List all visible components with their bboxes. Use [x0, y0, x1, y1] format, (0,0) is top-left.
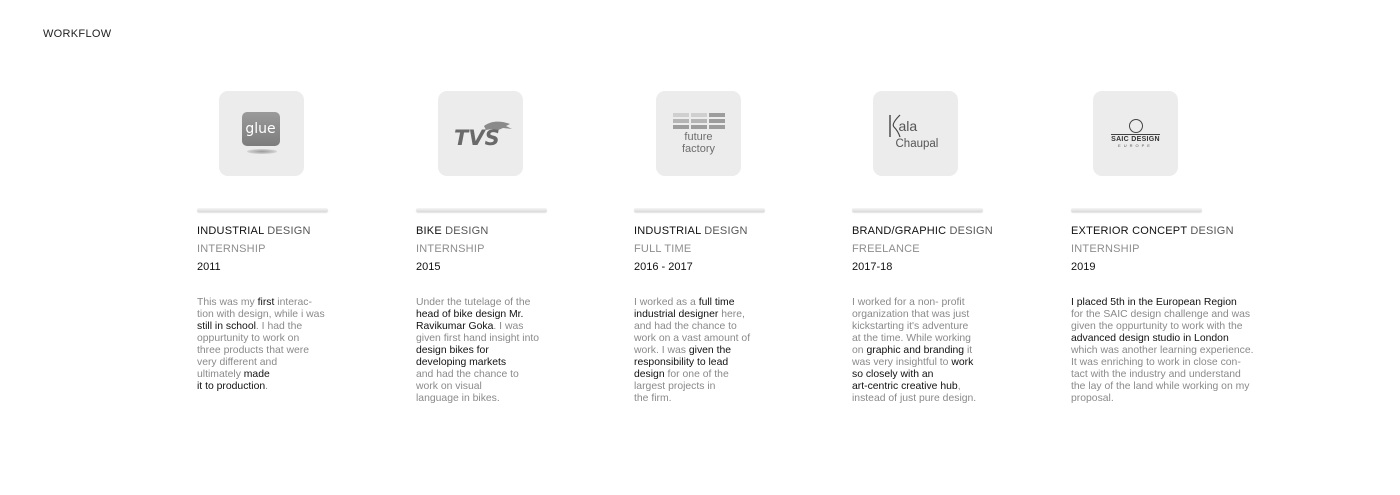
description-text: Under the tutelage of the	[416, 297, 531, 308]
description-line	[197, 321, 325, 333]
description-text: kickstarting it's adventure	[852, 321, 969, 332]
role-title	[416, 225, 489, 237]
tvs-logo-icon	[446, 118, 516, 150]
description-text: at the time. While working	[852, 333, 971, 344]
description-emphasis: graphic and branding	[866, 345, 965, 356]
year: 2016 - 2017	[634, 261, 693, 273]
description-line	[852, 345, 976, 357]
description-text: tion with design, while i was	[197, 309, 325, 320]
description-text: work on a vast amount of	[634, 333, 751, 344]
description-emphasis: developing markets	[416, 357, 507, 368]
description-line	[1071, 381, 1254, 393]
description-line	[1071, 333, 1254, 345]
logo-tile	[438, 91, 523, 176]
future-factory-logo-icon	[673, 113, 725, 155]
description-line	[634, 333, 750, 345]
description-line	[852, 333, 976, 345]
kala-logo-sub: Chaupal	[895, 137, 939, 150]
tvs-logo-text: TVS	[453, 125, 500, 150]
description	[634, 297, 750, 405]
description-line	[852, 297, 976, 309]
description-line	[852, 393, 976, 405]
description-line	[852, 309, 976, 321]
description-emphasis: work	[951, 357, 974, 368]
role-title-strong: INDUSTRIAL	[197, 225, 264, 237]
year: 2017-18	[852, 261, 893, 273]
description-line	[416, 333, 539, 345]
description-text: three products that were	[197, 345, 310, 356]
description-text: on	[852, 345, 867, 356]
description-emphasis: head of bike design Mr.	[416, 309, 524, 320]
employment-type: FULL TIME	[634, 243, 692, 255]
saic-emblem-icon	[1129, 119, 1143, 133]
description-text: This was my	[197, 297, 258, 308]
description-line	[634, 309, 750, 321]
role-title	[634, 225, 748, 237]
description-text: it	[964, 345, 973, 356]
description-line	[1071, 309, 1254, 321]
description-text: for the SAIC design challenge and was	[1071, 309, 1251, 320]
description-line	[634, 297, 750, 309]
description-text: I worked as a	[634, 297, 699, 308]
year: 2019	[1071, 261, 1096, 273]
description-emphasis: industrial designer	[634, 309, 719, 320]
description-line	[1071, 345, 1254, 357]
logo-tile	[656, 91, 741, 176]
description-line	[1071, 357, 1254, 369]
description-text: I worked for a non- profit	[852, 297, 965, 308]
description-line	[416, 345, 539, 357]
year: 2015	[416, 261, 441, 273]
description-line	[416, 321, 539, 333]
future-factory-line2: factory	[681, 142, 715, 155]
role-title	[197, 225, 311, 237]
description-line	[634, 381, 750, 393]
description-line	[416, 393, 539, 405]
description-text: work on visual	[416, 381, 482, 392]
divider	[1071, 208, 1202, 212]
logo-tile	[219, 91, 304, 176]
description-text: instead of just pure design.	[852, 393, 977, 404]
description-text: and had the chance to	[416, 369, 519, 380]
description-line	[1071, 393, 1254, 405]
description-emphasis: responsibility to lead	[634, 357, 729, 368]
description-emphasis: made	[243, 369, 270, 380]
description-line	[634, 357, 750, 369]
description-line	[1071, 369, 1254, 381]
description-line	[197, 369, 325, 381]
description-text: . I had the	[255, 321, 303, 332]
description-text: the lay of the land while working on my	[1071, 381, 1250, 392]
description-line	[197, 333, 325, 345]
description-line	[852, 321, 976, 333]
description-text: given first hand insight into	[416, 333, 540, 344]
description-text: language in bikes.	[416, 393, 500, 404]
description-emphasis: art-centric creative hub	[852, 381, 958, 392]
logo-tile	[873, 91, 958, 176]
role-title	[852, 225, 993, 237]
description-line	[1071, 297, 1254, 309]
description-text: largest projects in	[634, 381, 716, 392]
description-text: tact with the industry and understand	[1071, 369, 1241, 380]
divider	[852, 208, 983, 212]
description-text: . I was	[493, 321, 524, 332]
role-title-rest: DESIGN	[264, 225, 311, 237]
description-text: ultimately	[197, 369, 244, 380]
description-emphasis: design	[634, 369, 665, 380]
description-text: for one of the	[664, 369, 729, 380]
description-text: interac-	[274, 297, 312, 308]
role-title-strong: EXTERIOR CONCEPT	[1071, 225, 1188, 237]
description-text: It was enriching to work in close con-	[1071, 357, 1241, 368]
description-line	[197, 381, 325, 393]
description-emphasis: Ravikumar Goka	[416, 321, 494, 332]
description-emphasis: so closely with an	[852, 369, 934, 380]
description-text: and had the chance to	[634, 321, 737, 332]
description	[1071, 297, 1254, 405]
description-emphasis: design bikes for	[416, 345, 489, 356]
divider	[416, 208, 547, 212]
description-text: was very insightful to	[852, 357, 952, 368]
description-text: work. I was	[634, 345, 689, 356]
description-text: here,	[718, 309, 745, 320]
description-text: ,	[957, 381, 961, 392]
description	[416, 297, 539, 405]
employment-type: INTERNSHIP	[416, 243, 485, 255]
description-line	[852, 381, 976, 393]
description	[197, 297, 325, 393]
description-line	[634, 321, 750, 333]
description-emphasis: I placed 5th in the European Region	[1071, 297, 1237, 308]
role-title-rest: DESIGN	[701, 225, 748, 237]
kala-chaupal-logo-icon	[886, 112, 946, 156]
description-line	[416, 309, 539, 321]
description-text: oppurtunity to work on	[197, 333, 300, 344]
role-title-strong: INDUSTRIAL	[634, 225, 701, 237]
description-text: the firm.	[634, 393, 672, 404]
description-text: very different and	[197, 357, 278, 368]
role-title-strong: BIKE	[416, 225, 442, 237]
description-text: organization that was just	[852, 309, 970, 320]
description-emphasis: advanced design studio in London	[1071, 333, 1229, 344]
description-line	[416, 297, 539, 309]
description-line	[1071, 321, 1254, 333]
description-emphasis: first	[257, 297, 275, 308]
description-emphasis: given the	[688, 345, 732, 356]
description-line	[416, 369, 539, 381]
description	[852, 297, 976, 405]
description-line	[416, 381, 539, 393]
description-line	[634, 369, 750, 381]
saic-design-logo-icon	[1111, 119, 1160, 148]
saic-logo-sub: EUROPE	[1118, 143, 1153, 148]
description-text: which was another learning experience.	[1071, 345, 1254, 356]
description-line	[634, 393, 750, 405]
employment-type: FREELANCE	[852, 243, 920, 255]
role-title	[1071, 225, 1234, 237]
employment-type: INTERNSHIP	[197, 243, 266, 255]
glue-logo-icon	[242, 112, 282, 156]
description-line	[416, 357, 539, 369]
role-title-rest: DESIGN	[441, 225, 489, 237]
description-line	[634, 345, 750, 357]
description-text: proposal.	[1071, 393, 1114, 404]
description-line	[197, 309, 325, 321]
description-text: .	[265, 381, 269, 392]
role-title-rest: DESIGN	[1187, 225, 1234, 237]
kala-logo-name: ala	[898, 117, 918, 134]
description-line	[852, 357, 976, 369]
divider	[197, 208, 328, 212]
future-factory-line1: future	[684, 130, 713, 143]
role-title-rest: DESIGN	[946, 225, 993, 237]
logo-tile	[1093, 91, 1178, 176]
description-line	[197, 297, 325, 309]
year: 2011	[197, 261, 221, 273]
description-line	[197, 357, 325, 369]
description-emphasis: full time	[698, 297, 735, 308]
description-text: given the oppurtunity to work with the	[1071, 321, 1243, 332]
divider	[634, 208, 765, 212]
employment-type: INTERNSHIP	[1071, 243, 1140, 255]
role-title-strong: BRAND/GRAPHIC	[852, 225, 947, 237]
page-title: WORKFLOW	[43, 28, 112, 40]
saic-logo-name: SAIC DESIGN	[1111, 136, 1160, 143]
glue-logo-text: glue	[242, 112, 280, 146]
description-line	[852, 369, 976, 381]
description-emphasis: it to production	[197, 381, 266, 392]
description-emphasis: still in school	[197, 321, 256, 332]
description-line	[197, 345, 325, 357]
